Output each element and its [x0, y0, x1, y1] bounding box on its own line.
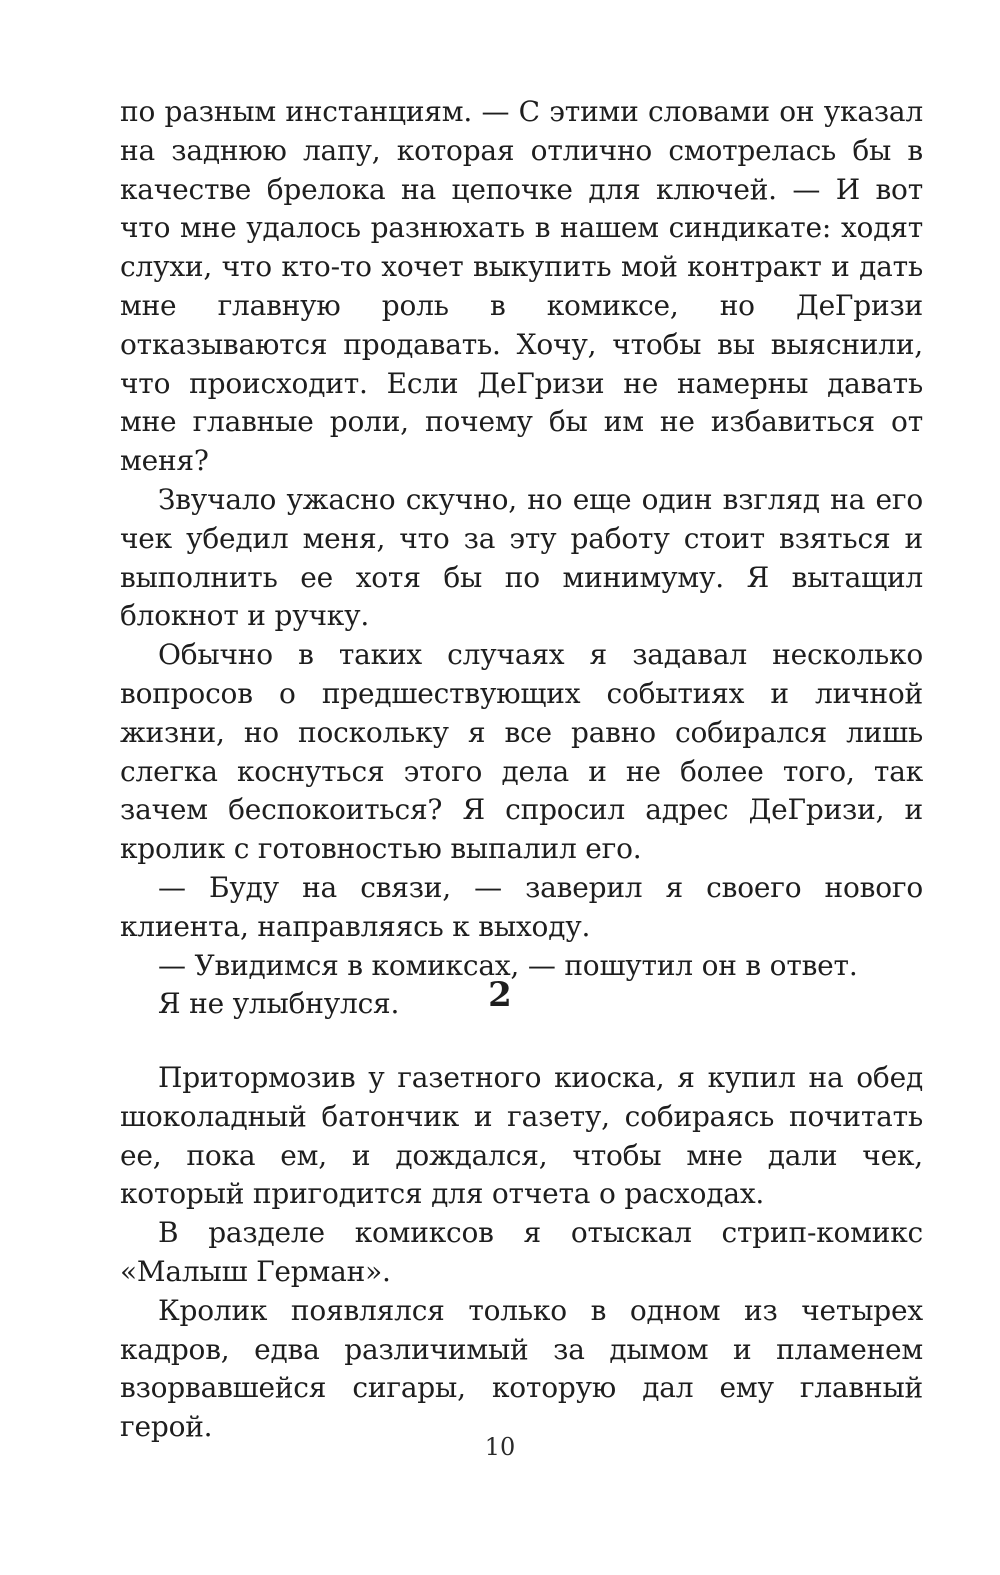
- paragraph: Кролик появлялся только в одном из четырех кадров, едва различимый за дымом и пламенем взорвавшейся сигары, которую дал ему главный герой.: [120, 1293, 923, 1444]
- paragraph: Обычно в таких случаях я задавал несколько вопросов о предшествующих событиях и личной жизни, но поскольку я все равно собирался лишь слегка коснуться этого дела и не более того, так зачем беспокоиться? Я спросил адрес ДеГризи, и кролик с готовностью выпалил его.: [120, 638, 923, 866]
- paragraph: по разным инстанциям. — С этими словами он указал на заднюю лапу, которая отлично смотрелась бы в качестве брелока на цепочке для ключей. — И вот что мне удалось разнюхать в нашем синдикате: ходят слухи, что кто-то хочет выкупить мой контракт и дать мне главную роль в комиксе, но ДеГризи отказываются продавать. Хочу, чтобы вы выяснили, что происходит. Если ДеГризи не намерны давать мне главные роли, почему бы им не избавиться от меня?: [120, 95, 923, 478]
- paragraph: Я не улыбнулся.: [158, 987, 400, 1021]
- paragraph: Звучало ужасно скучно, но еще один взгляд на его чек убедил меня, что за эту работу стоит взяться и выполнить ее хотя бы по минимуму. Я вытащил блокнот и ручку.: [120, 482, 923, 633]
- dialogue-line: — Буду на связи, — заверил я своего нового клиента, направляясь к выходу.: [120, 870, 923, 943]
- paragraph: В разделе комиксов я отыскал стрип-комикс «Малыш Герман».: [120, 1216, 923, 1288]
- page-number: 10: [484, 1433, 516, 1461]
- chapter-number: 2: [488, 975, 512, 1015]
- chapter-one-ending: [120, 93, 923, 1024]
- chapter-two-text: [120, 1059, 923, 1447]
- paragraph: Притормозив у газетного киоска, я купил на обед шоколадный батончик и газету, собираясь почитать ее, пока ем, и дождался, чтобы мне дали чек, который пригодится для отчета о расходах.: [120, 1061, 923, 1211]
- dialogue-line: — Увидимся в комиксах, — пошутил он в ответ.: [158, 948, 858, 982]
